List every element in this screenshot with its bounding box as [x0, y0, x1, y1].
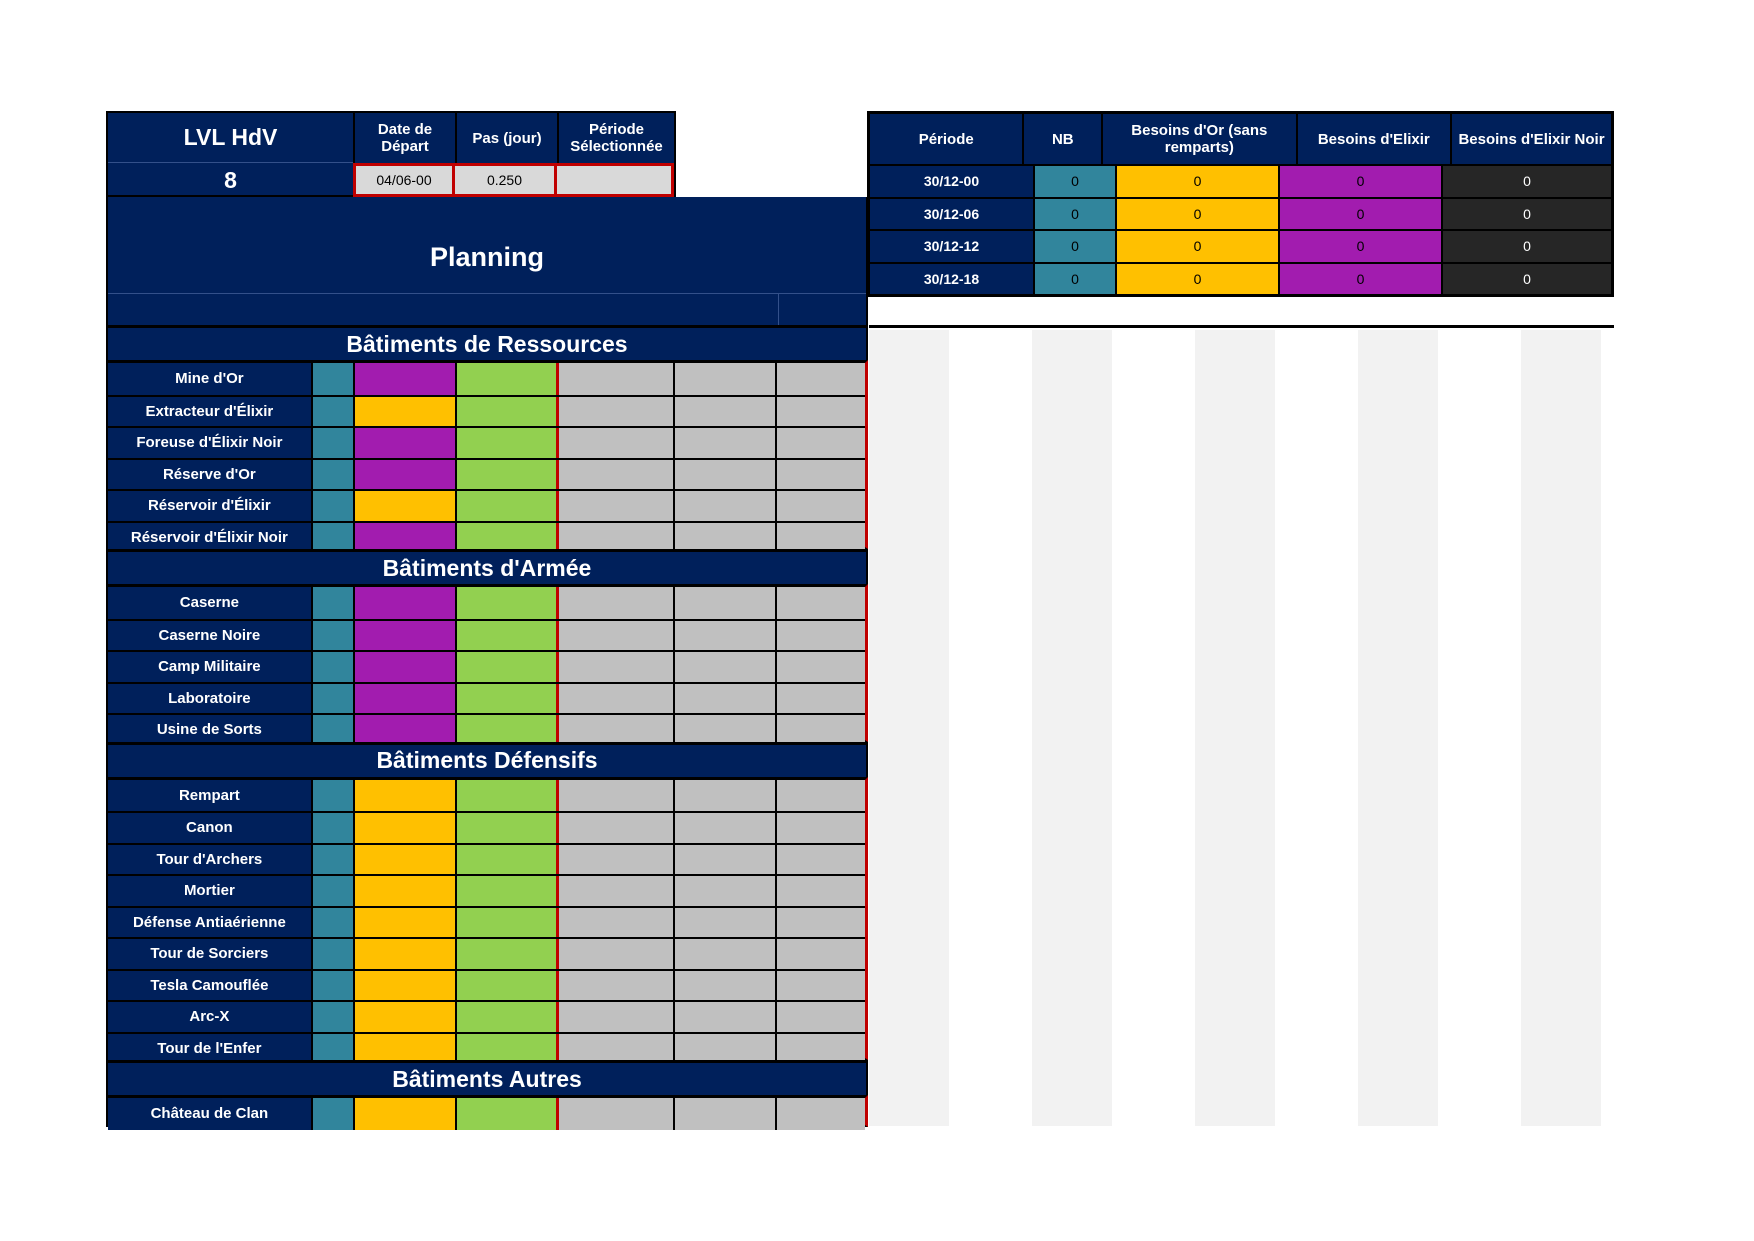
resource-cell[interactable] [353, 460, 455, 490]
planning-cell[interactable] [775, 1034, 865, 1064]
building-row [108, 458, 865, 490]
resource-cell[interactable] [353, 845, 455, 875]
summary-row [870, 164, 1611, 197]
building-label: Réserve d'Or [108, 460, 311, 490]
planning-cell[interactable] [775, 523, 865, 553]
summary-noir: 0 [1441, 199, 1611, 230]
planning-cell[interactable] [673, 523, 775, 553]
building-label: Tour d'Archers [108, 845, 311, 875]
planning-cell[interactable] [556, 780, 673, 812]
summary-nb: 0 [1033, 199, 1115, 230]
status-cell[interactable] [455, 397, 557, 427]
status-cell[interactable] [455, 587, 557, 619]
resource-cell[interactable] [353, 1034, 455, 1064]
planning-cell[interactable] [775, 587, 865, 619]
periode-selectionnee-label: Période Sélectionnée [557, 113, 674, 163]
summary-noir: 0 [1441, 264, 1611, 295]
planning-cell[interactable] [775, 1002, 865, 1032]
planning-cell[interactable] [775, 939, 865, 969]
building-label: Mortier [108, 876, 311, 906]
resource-cell[interactable] [353, 780, 455, 812]
level-cell[interactable] [311, 684, 353, 714]
planning-cell[interactable] [556, 908, 673, 938]
status-cell[interactable] [455, 1098, 557, 1130]
resource-cell[interactable] [353, 715, 455, 745]
resource-cell[interactable] [353, 876, 455, 906]
planning-cell[interactable] [673, 780, 775, 812]
planning-cell[interactable] [775, 428, 865, 458]
summary-periode: 30/12-06 [870, 199, 1033, 230]
planning-cell[interactable] [556, 1098, 673, 1130]
planning-cell[interactable] [673, 715, 775, 745]
planning-cell[interactable] [556, 460, 673, 490]
building-row [108, 1000, 865, 1032]
building-row [108, 521, 865, 553]
resource-cell[interactable] [353, 1002, 455, 1032]
level-cell[interactable] [311, 813, 353, 843]
planning-cell[interactable] [556, 397, 673, 427]
status-cell[interactable] [455, 652, 557, 682]
building-label: Défense Antiaérienne [108, 908, 311, 938]
building-row [108, 1032, 865, 1064]
summary-row [870, 262, 1611, 295]
lvl-hdv-label: LVL HdV [108, 113, 353, 163]
summary-table [867, 111, 1614, 297]
planning-cell[interactable] [673, 908, 775, 938]
planning-cell[interactable] [775, 621, 865, 651]
planning-cell[interactable] [775, 845, 865, 875]
planning-cell[interactable] [673, 491, 775, 521]
status-cell[interactable] [455, 908, 557, 938]
planning-cell[interactable] [556, 813, 673, 843]
planning-cell[interactable] [556, 1034, 673, 1064]
status-cell[interactable] [455, 845, 557, 875]
building-label: Usine de Sorts [108, 715, 311, 745]
planning-cell[interactable] [556, 523, 673, 553]
planning-cell[interactable] [775, 460, 865, 490]
planning-cell[interactable] [556, 363, 673, 395]
resource-cell[interactable] [353, 684, 455, 714]
resource-cell[interactable] [353, 813, 455, 843]
building-row [108, 650, 865, 682]
summary-nb: 0 [1033, 231, 1115, 262]
summary-elixir: 0 [1278, 199, 1441, 230]
status-cell[interactable] [455, 813, 557, 843]
resource-cell[interactable] [353, 652, 455, 682]
summary-periode: 30/12-12 [870, 231, 1033, 262]
periode-selectionnee-input[interactable] [557, 163, 674, 197]
building-label: Caserne [108, 587, 311, 619]
level-cell[interactable] [311, 428, 353, 458]
planning-subdivider [778, 293, 779, 325]
building-row [108, 682, 865, 714]
planning-cell[interactable] [556, 715, 673, 745]
planning-cell[interactable] [556, 971, 673, 1001]
section-rows [106, 1095, 868, 1127]
planning-cell[interactable] [673, 397, 775, 427]
section-title: Bâtiments Défensifs [106, 742, 868, 777]
summary-header-row [870, 114, 1611, 164]
summary-header-nb: NB [1022, 114, 1101, 164]
planning-cell[interactable] [673, 363, 775, 395]
planning-cell[interactable] [556, 587, 673, 619]
planning-cell[interactable] [556, 621, 673, 651]
building-row [108, 874, 865, 906]
buildings-sections [106, 325, 868, 1130]
level-cell[interactable] [311, 715, 353, 745]
summary-periode: 30/12-18 [870, 264, 1033, 295]
summary-elixir: 0 [1278, 166, 1441, 197]
building-label: Réservoir d'Élixir [108, 491, 311, 521]
summary-header-elixir: Besoins d'Elixir [1296, 114, 1450, 164]
summary-header-or: Besoins d'Or (sans remparts) [1101, 114, 1295, 164]
pas-jour-input[interactable]: 0.250 [455, 163, 557, 197]
level-cell[interactable] [311, 587, 353, 619]
building-row [108, 619, 865, 651]
level-cell[interactable] [311, 876, 353, 906]
planning-cell[interactable] [775, 363, 865, 395]
lvl-hdv-value[interactable]: 8 [224, 166, 237, 193]
summary-or: 0 [1115, 199, 1278, 230]
resource-cell[interactable] [353, 587, 455, 619]
planning-cell[interactable] [775, 1098, 865, 1130]
planning-cell[interactable] [775, 780, 865, 812]
planning-cell[interactable] [775, 652, 865, 682]
summary-or: 0 [1115, 231, 1278, 262]
building-label: Extracteur d'Élixir [108, 397, 311, 427]
status-cell[interactable] [455, 876, 557, 906]
building-label: Camp Militaire [108, 652, 311, 682]
building-row [108, 811, 865, 843]
planning-cell[interactable] [673, 1034, 775, 1064]
resource-cell[interactable] [353, 971, 455, 1001]
building-row [108, 1098, 865, 1130]
building-row [108, 395, 865, 427]
status-cell[interactable] [455, 363, 557, 395]
section-rows [106, 777, 868, 1061]
building-label: Tour de Sorciers [108, 939, 311, 969]
building-row [108, 843, 865, 875]
stripe-band-4 [1358, 330, 1438, 1126]
building-row [108, 587, 865, 619]
planning-cell[interactable] [556, 845, 673, 875]
resource-cell[interactable] [353, 621, 455, 651]
stripe-band-5 [1521, 330, 1601, 1126]
date-depart-input[interactable]: 04/06-00 [353, 163, 455, 197]
resource-cell[interactable] [353, 397, 455, 427]
planning-cell[interactable] [673, 621, 775, 651]
planning-cell[interactable] [556, 939, 673, 969]
building-row [108, 363, 865, 395]
level-cell[interactable] [311, 845, 353, 875]
planning-cell[interactable] [775, 397, 865, 427]
status-cell[interactable] [455, 971, 557, 1001]
level-cell[interactable] [311, 460, 353, 490]
planning-cell[interactable] [556, 491, 673, 521]
building-label: Réservoir d'Élixir Noir [108, 523, 311, 553]
status-cell[interactable] [455, 491, 557, 521]
summary-nb: 0 [1033, 264, 1115, 295]
status-cell[interactable] [455, 621, 557, 651]
level-cell[interactable] [311, 523, 353, 553]
planning-cell[interactable] [673, 876, 775, 906]
level-cell[interactable] [311, 1002, 353, 1032]
planning-cell[interactable] [775, 971, 865, 1001]
planning-cell[interactable] [556, 428, 673, 458]
status-cell[interactable] [455, 523, 557, 553]
resource-cell[interactable] [353, 523, 455, 553]
building-label: Laboratoire [108, 684, 311, 714]
section-title: Bâtiments de Ressources [106, 325, 868, 360]
planning-cell[interactable] [775, 813, 865, 843]
planning-cell[interactable] [673, 652, 775, 682]
planning-cell[interactable] [775, 491, 865, 521]
section-title: Bâtiments Autres [106, 1060, 868, 1095]
level-cell[interactable] [311, 397, 353, 427]
planning-cell[interactable] [673, 1002, 775, 1032]
header-block [106, 111, 676, 197]
planning-block [106, 197, 868, 325]
planning-cell[interactable] [673, 939, 775, 969]
building-row [108, 969, 865, 1001]
level-cell[interactable] [311, 652, 353, 682]
planning-cell[interactable] [673, 1098, 775, 1130]
resource-cell[interactable] [353, 363, 455, 395]
building-label: Tesla Camouflée [108, 971, 311, 1001]
status-cell[interactable] [455, 1002, 557, 1032]
building-label: Arc-X [108, 1002, 311, 1032]
level-cell[interactable] [311, 780, 353, 812]
planning-cell[interactable] [673, 428, 775, 458]
planning-cell[interactable] [673, 684, 775, 714]
planning-cell[interactable] [775, 715, 865, 745]
level-cell[interactable] [311, 971, 353, 1001]
building-row [108, 780, 865, 812]
building-row [108, 426, 865, 458]
separator-line [869, 325, 1614, 328]
planning-cell[interactable] [556, 684, 673, 714]
planning-cell[interactable] [673, 460, 775, 490]
planning-cell[interactable] [673, 587, 775, 619]
building-label: Rempart [108, 780, 311, 812]
level-cell[interactable] [311, 1034, 353, 1064]
building-label: Tour de l'Enfer [108, 1034, 311, 1064]
section-rows [106, 360, 868, 549]
level-cell[interactable] [311, 908, 353, 938]
planning-cell[interactable] [556, 1002, 673, 1032]
resource-cell[interactable] [353, 939, 455, 969]
summary-noir: 0 [1441, 166, 1611, 197]
resource-cell[interactable] [353, 491, 455, 521]
level-cell[interactable] [311, 491, 353, 521]
resource-cell[interactable] [353, 1098, 455, 1130]
building-label: Caserne Noire [108, 621, 311, 651]
summary-header-periode: Période [918, 130, 974, 148]
planning-title: Planning [430, 241, 544, 272]
planning-cell[interactable] [556, 876, 673, 906]
resource-cell[interactable] [353, 908, 455, 938]
status-cell[interactable] [455, 780, 557, 812]
planning-cell[interactable] [673, 813, 775, 843]
status-cell[interactable] [455, 1034, 557, 1064]
summary-noir: 0 [1441, 231, 1611, 262]
building-label: Canon [108, 813, 311, 843]
building-row [108, 489, 865, 521]
building-row [108, 713, 865, 745]
summary-elixir: 0 [1278, 231, 1441, 262]
building-row [108, 937, 865, 969]
status-cell[interactable] [455, 715, 557, 745]
stripe-band-3 [1195, 330, 1275, 1126]
planning-cell[interactable] [556, 652, 673, 682]
summary-rows [870, 164, 1611, 294]
status-cell[interactable] [455, 460, 557, 490]
summary-elixir: 0 [1278, 264, 1441, 295]
planning-cell[interactable] [673, 845, 775, 875]
status-cell[interactable] [455, 684, 557, 714]
level-cell[interactable] [311, 363, 353, 395]
summary-nb: 0 [1033, 166, 1115, 197]
summary-row [870, 197, 1611, 230]
level-cell[interactable] [311, 621, 353, 651]
summary-or: 0 [1115, 264, 1278, 295]
summary-row [870, 229, 1611, 262]
status-cell[interactable] [455, 939, 557, 969]
pas-jour-label: Pas (jour) [455, 113, 557, 163]
summary-periode: 30/12-00 [870, 166, 1033, 197]
section-title: Bâtiments d'Armée [106, 549, 868, 584]
planning-cell[interactable] [775, 908, 865, 938]
building-label: Château de Clan [108, 1098, 311, 1130]
planning-divider [108, 293, 866, 294]
date-depart-label: Date de Départ [353, 113, 455, 163]
planning-cell[interactable] [775, 876, 865, 906]
planning-cell[interactable] [673, 971, 775, 1001]
building-label: Mine d'Or [108, 363, 311, 395]
building-label: Foreuse d'Élixir Noir [108, 428, 311, 458]
status-cell[interactable] [455, 428, 557, 458]
building-row [108, 906, 865, 938]
stripe-band-1 [869, 330, 949, 1126]
resource-cell[interactable] [353, 428, 455, 458]
level-cell[interactable] [311, 939, 353, 969]
summary-or: 0 [1115, 166, 1278, 197]
level-cell[interactable] [311, 1098, 353, 1130]
planning-cell[interactable] [775, 684, 865, 714]
stripe-band-2 [1032, 330, 1112, 1126]
section-rows [106, 584, 868, 742]
summary-header-noir: Besoins d'Elixir Noir [1450, 114, 1611, 164]
